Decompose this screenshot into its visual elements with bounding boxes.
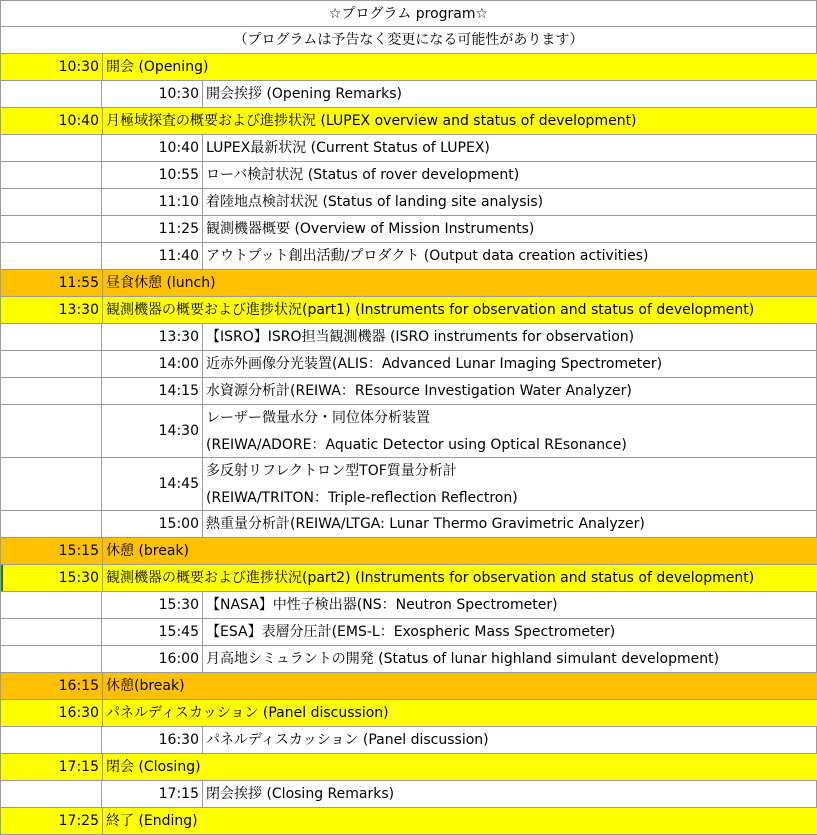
empty-cell[interactable] xyxy=(0,243,102,269)
break-row xyxy=(0,673,817,700)
time-cell[interactable]: 13:30 xyxy=(102,324,203,350)
session-row xyxy=(0,108,817,135)
item-row xyxy=(0,378,817,405)
item-row xyxy=(0,162,817,189)
title-cell[interactable]: 【NASA】中性子検出器(NS：Neutron Spectrometer) xyxy=(203,592,817,618)
time-cell[interactable]: 11:10 xyxy=(102,189,203,215)
time-cell[interactable]: 14:30 xyxy=(102,405,203,457)
empty-cell[interactable] xyxy=(0,646,102,672)
item-row xyxy=(0,646,817,673)
title-cell[interactable]: 月極域探査の概要および進捗状況 (LUPEX overview and status of development) xyxy=(106,113,637,129)
item-row xyxy=(0,727,817,754)
title-cell[interactable] xyxy=(203,405,817,457)
time-cell[interactable]: 14:45 xyxy=(102,458,203,510)
item-row xyxy=(0,511,817,538)
item-row xyxy=(0,619,817,646)
title-cell[interactable]: 閉会挨拶 (Closing Remarks) xyxy=(203,781,817,807)
title-cell[interactable]: パネルディスカッション (Panel discussion) xyxy=(106,705,389,721)
empty-cell[interactable] xyxy=(0,189,102,215)
item-row xyxy=(0,458,817,511)
title-line-2: (REIWA/TRITON：Triple-reflection Reflectron) xyxy=(206,490,518,506)
item-row xyxy=(0,81,817,108)
time-cell[interactable]: 14:00 xyxy=(102,351,203,377)
time-cell[interactable]: 10:30 xyxy=(102,81,203,107)
title-line-1: レーザー微量水分・同位体分析装置 xyxy=(206,410,430,426)
title-cell[interactable]: 着陸地点検討状況 (Status of landing site analysis) xyxy=(203,189,817,215)
empty-cell[interactable] xyxy=(0,135,102,161)
title-cell[interactable]: 観測機器の概要および進捗状況(part1) (Instruments for observation and status of development) xyxy=(106,302,755,318)
time-cell[interactable]: 15:30 xyxy=(102,592,203,618)
session-row xyxy=(0,754,817,781)
title-cell[interactable]: 観測機器の概要および進捗状況(part2) (Instruments for observation and status of development) xyxy=(106,570,755,586)
title-cell[interactable]: 昼食休憩 (lunch) xyxy=(106,275,216,291)
session-row xyxy=(0,808,817,835)
session-row xyxy=(0,700,817,727)
break-row xyxy=(0,270,817,297)
program-note[interactable]: （プログラムは予告なく変更になる可能性があります） xyxy=(0,27,817,54)
time-cell[interactable]: 14:15 xyxy=(102,378,203,404)
item-row xyxy=(0,243,817,270)
title-cell[interactable]: 水資源分析計(REIWA：REsource Investigation Water Analyzer) xyxy=(203,378,817,404)
title-cell[interactable]: 【ISRO】ISRO担当観測機器 (ISRO instruments for observation) xyxy=(203,324,817,350)
title-line-2: (REIWA/ADORE：Aquatic Detector using Optical REsonance) xyxy=(206,437,627,453)
title-cell[interactable]: 観測機器概要 (Overview of Mission Instruments) xyxy=(203,216,817,242)
item-row xyxy=(0,135,817,162)
title-cell[interactable] xyxy=(203,458,817,510)
title-cell[interactable]: 月高地シミュラントの開発 (Status of lunar highland simulant development) xyxy=(203,646,817,672)
time-cell[interactable]: 16:00 xyxy=(102,646,203,672)
time-cell[interactable]: 10:40 xyxy=(1,108,103,134)
empty-cell[interactable] xyxy=(0,592,102,618)
time-cell[interactable]: 10:40 xyxy=(102,135,203,161)
item-row xyxy=(0,324,817,351)
time-cell[interactable]: 11:40 xyxy=(102,243,203,269)
title-cell[interactable]: 熱重量分析計(REIWA/LTGA: Lunar Thermo Gravimetric Analyzer) xyxy=(203,511,817,537)
item-row xyxy=(0,189,817,216)
empty-cell[interactable] xyxy=(0,405,102,457)
title-cell[interactable]: 開会挨拶 (Opening Remarks) xyxy=(203,81,817,107)
empty-cell[interactable] xyxy=(0,216,102,242)
time-cell[interactable]: 10:55 xyxy=(102,162,203,188)
title-cell[interactable]: LUPEX最新状況 (Current Status of LUPEX) xyxy=(203,135,817,161)
time-cell[interactable]: 17:15 xyxy=(1,754,103,780)
time-cell[interactable]: 17:25 xyxy=(1,808,103,834)
empty-cell[interactable] xyxy=(0,351,102,377)
time-cell[interactable]: 16:30 xyxy=(1,700,103,726)
time-cell[interactable]: 10:30 xyxy=(1,54,103,80)
title-line-1: 多反射リフレクトロン型TOF質量分析計 xyxy=(206,463,457,479)
empty-cell[interactable] xyxy=(0,458,102,510)
time-cell[interactable]: 11:25 xyxy=(102,216,203,242)
title-cell[interactable]: 開会 (Opening) xyxy=(106,59,209,75)
empty-cell[interactable] xyxy=(0,324,102,350)
empty-cell[interactable] xyxy=(0,162,102,188)
time-cell[interactable]: 15:15 xyxy=(1,538,103,564)
empty-cell[interactable] xyxy=(0,81,102,107)
empty-cell[interactable] xyxy=(0,511,102,537)
title-cell[interactable]: 休憩 (break) xyxy=(106,543,190,559)
title-cell[interactable]: パネルディスカッション (Panel discussion) xyxy=(203,727,817,753)
title-cell[interactable]: ローバ検討状況 (Status of rover development) xyxy=(203,162,817,188)
title-cell[interactable]: アウトプット創出活動/プロダクト (Output data creation activities) xyxy=(203,243,817,269)
title-cell[interactable]: 終了 (Ending) xyxy=(106,813,198,829)
time-cell[interactable]: 13:30 xyxy=(1,297,103,323)
time-cell[interactable]: 16:30 xyxy=(102,727,203,753)
item-row xyxy=(0,405,817,458)
session-row xyxy=(0,565,817,592)
title-cell[interactable]: 近赤外画像分光装置(ALIS：Advanced Lunar Imaging Spectrometer) xyxy=(203,351,817,377)
item-row xyxy=(0,592,817,619)
item-row xyxy=(0,351,817,378)
break-row xyxy=(0,538,817,565)
item-row xyxy=(0,216,817,243)
session-row xyxy=(0,297,817,324)
item-row xyxy=(0,781,817,808)
title-cell[interactable]: 【ESA】表層分圧計(EMS-L：Exospheric Mass Spectrometer) xyxy=(203,619,817,645)
time-cell[interactable]: 15:00 xyxy=(102,511,203,537)
title-cell[interactable]: 休憩(break) xyxy=(106,678,185,694)
empty-cell[interactable] xyxy=(0,378,102,404)
time-cell[interactable]: 17:15 xyxy=(102,781,203,807)
time-cell[interactable]: 11:55 xyxy=(1,270,103,296)
title-cell[interactable]: 閉会 (Closing) xyxy=(106,759,201,775)
program-title[interactable]: ☆プログラム program☆ xyxy=(0,0,817,27)
empty-cell[interactable] xyxy=(0,781,102,807)
session-row xyxy=(0,54,817,81)
time-cell[interactable]: 15:45 xyxy=(102,619,203,645)
time-cell[interactable]: 16:15 xyxy=(1,673,103,699)
empty-cell[interactable] xyxy=(0,727,102,753)
empty-cell[interactable] xyxy=(0,619,102,645)
time-cell[interactable]: 15:30 xyxy=(1,565,103,591)
